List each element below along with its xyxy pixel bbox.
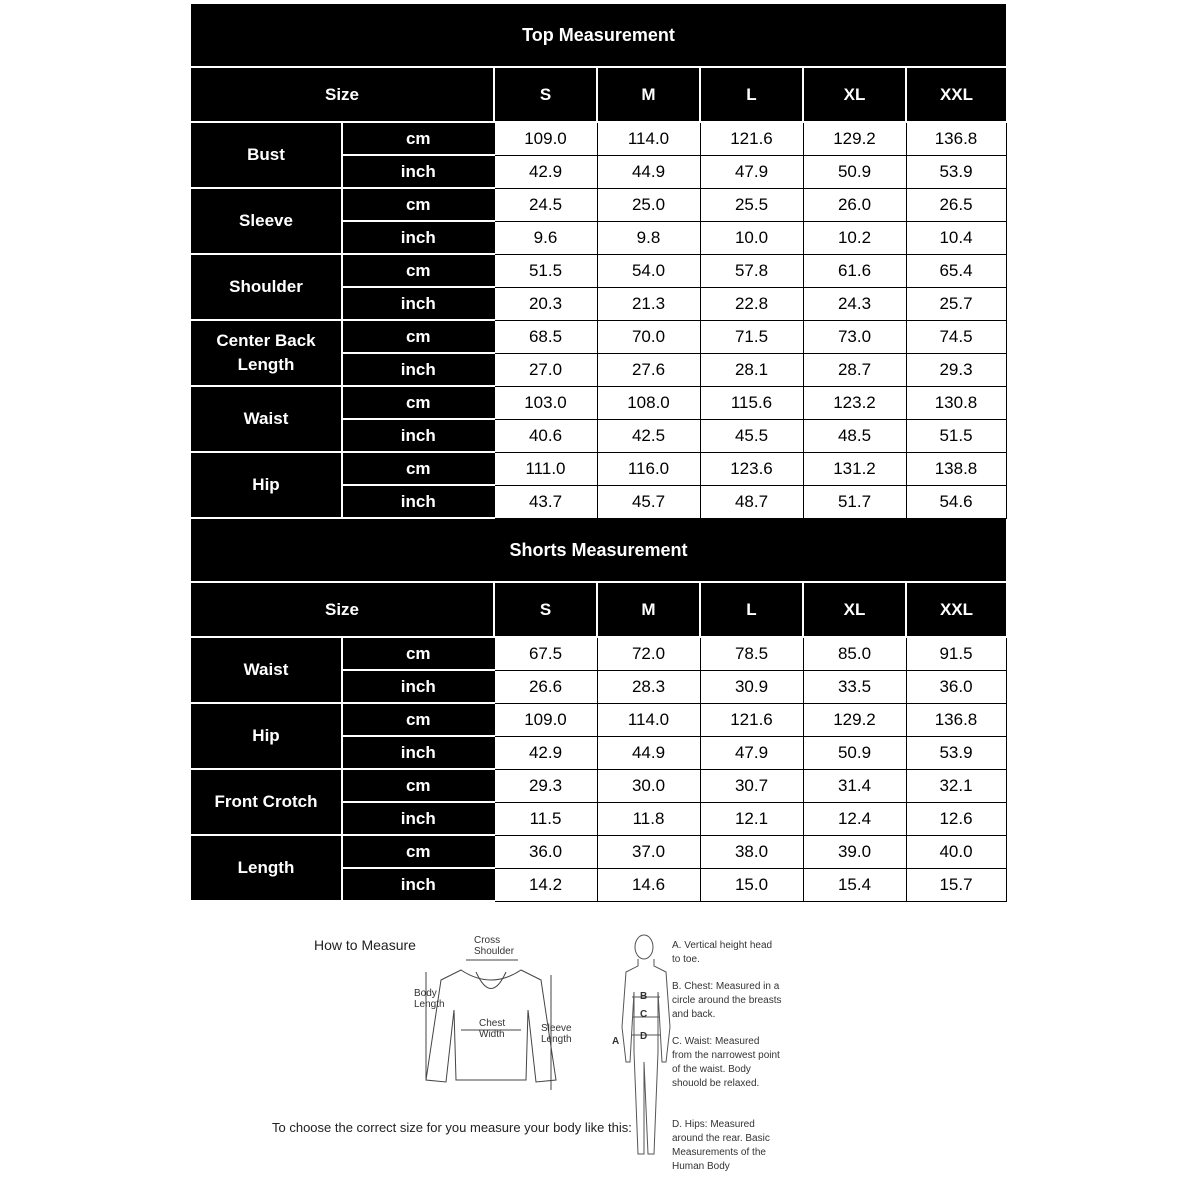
table-cell: 73.0: [803, 320, 906, 353]
measurement-label: Bust: [191, 122, 342, 188]
table-cell: 42.9: [494, 736, 597, 769]
table-cell: 78.5: [700, 637, 803, 670]
table-cell: 20.3: [494, 287, 597, 320]
table-cell: 51.5: [494, 254, 597, 287]
table-cell: 45.5: [700, 419, 803, 452]
table-cell: 103.0: [494, 386, 597, 419]
unit-label: cm: [342, 769, 494, 802]
size-column-header: XL: [803, 583, 906, 637]
size-header: Size: [191, 68, 494, 122]
table-cell: 67.5: [494, 637, 597, 670]
table-cell: 91.5: [906, 637, 1006, 670]
unit-label: inch: [342, 221, 494, 254]
table-cell: 44.9: [597, 736, 700, 769]
table-cell: 27.0: [494, 353, 597, 386]
table-cell: 136.8: [906, 122, 1006, 155]
table-cell: 48.5: [803, 419, 906, 452]
size-column-header: XL: [803, 68, 906, 122]
table-cell: 26.0: [803, 188, 906, 221]
body-length-label-2: Length: [414, 999, 445, 1010]
how-to-measure-section: [191, 910, 1006, 1200]
table-row: [191, 637, 1006, 670]
table-cell: 123.6: [700, 452, 803, 485]
measurement-label: Hip: [191, 452, 342, 518]
table-cell: 25.0: [597, 188, 700, 221]
table-cell: 36.0: [494, 835, 597, 868]
table-cell: 27.6: [597, 353, 700, 386]
table-cell: 29.3: [494, 769, 597, 802]
shorts-measurement-title: Shorts Measurement: [191, 519, 1006, 583]
unit-label: inch: [342, 353, 494, 386]
unit-label: inch: [342, 868, 494, 901]
size-column-header: M: [597, 583, 700, 637]
table-cell: 30.9: [700, 670, 803, 703]
table-cell: 30.7: [700, 769, 803, 802]
table-cell: 40.6: [494, 419, 597, 452]
note-b: B. Chest: Measured in a circle around the breasts and back.: [672, 981, 782, 1020]
measurement-label: Waist: [191, 637, 342, 703]
body-figure-diagram: [616, 932, 676, 1162]
table-cell: 51.7: [803, 485, 906, 518]
unit-label: cm: [342, 835, 494, 868]
table-cell: 85.0: [803, 637, 906, 670]
shorts-measurement-table: [191, 583, 1007, 902]
measurement-label: Hip: [191, 703, 342, 769]
table-cell: 25.5: [700, 188, 803, 221]
cross-shoulder-label-1: Cross: [474, 935, 501, 946]
table-row: [191, 703, 1006, 736]
top-measurement-table: [191, 68, 1007, 519]
table-cell: 26.6: [494, 670, 597, 703]
table-cell: 37.0: [597, 835, 700, 868]
table-cell: 50.9: [803, 736, 906, 769]
table-cell: 12.6: [906, 802, 1006, 835]
how-to-measure-title: How to Measure: [314, 937, 416, 953]
table-cell: 72.0: [597, 637, 700, 670]
figure-letter-c: C: [640, 1009, 648, 1020]
figure-letter-a: A: [612, 1036, 620, 1047]
unit-label: inch: [342, 670, 494, 703]
table-cell: 61.6: [803, 254, 906, 287]
table-cell: 114.0: [597, 122, 700, 155]
unit-label: inch: [342, 485, 494, 518]
table-cell: 10.4: [906, 221, 1006, 254]
table-cell: 109.0: [494, 703, 597, 736]
table-cell: 109.0: [494, 122, 597, 155]
table-cell: 15.7: [906, 868, 1006, 901]
table-cell: 68.5: [494, 320, 597, 353]
table-cell: 136.8: [906, 703, 1006, 736]
table-row: [191, 769, 1006, 802]
unit-label: cm: [342, 320, 494, 353]
table-cell: 53.9: [906, 736, 1006, 769]
table-row: [191, 452, 1006, 485]
chest-width-label-2: Width: [479, 1029, 505, 1040]
sleeve-length-label-2: Length: [541, 1034, 572, 1045]
table-row: [191, 386, 1006, 419]
table-cell: 22.8: [700, 287, 803, 320]
unit-label: cm: [342, 122, 494, 155]
table-cell: 28.1: [700, 353, 803, 386]
table-cell: 74.5: [906, 320, 1006, 353]
unit-label: inch: [342, 802, 494, 835]
table-cell: 121.6: [700, 122, 803, 155]
table-cell: 129.2: [803, 122, 906, 155]
unit-label: cm: [342, 254, 494, 287]
table-cell: 11.5: [494, 802, 597, 835]
unit-label: cm: [342, 452, 494, 485]
table-cell: 138.8: [906, 452, 1006, 485]
measurement-label: Shoulder: [191, 254, 342, 320]
table-cell: 57.8: [700, 254, 803, 287]
table-cell: 38.0: [700, 835, 803, 868]
table-cell: 21.3: [597, 287, 700, 320]
table-row: [191, 254, 1006, 287]
top-measurement-title: Top Measurement: [191, 4, 1006, 68]
table-cell: 53.9: [906, 155, 1006, 188]
table-row: [191, 320, 1006, 353]
measurement-label: Front Crotch: [191, 769, 342, 835]
table-cell: 71.5: [700, 320, 803, 353]
table-cell: 12.1: [700, 802, 803, 835]
table-cell: 10.0: [700, 221, 803, 254]
table-cell: 108.0: [597, 386, 700, 419]
table-cell: 9.8: [597, 221, 700, 254]
size-column-header: L: [700, 583, 803, 637]
table-cell: 51.5: [906, 419, 1006, 452]
note-a: A. Vertical height head to toe.: [672, 940, 773, 965]
table-row: [191, 188, 1006, 221]
table-row: [191, 122, 1006, 155]
table-cell: 131.2: [803, 452, 906, 485]
table-cell: 121.6: [700, 703, 803, 736]
table-cell: 30.0: [597, 769, 700, 802]
table-cell: 123.2: [803, 386, 906, 419]
table-cell: 24.5: [494, 188, 597, 221]
table-cell: 29.3: [906, 353, 1006, 386]
table-cell: 54.0: [597, 254, 700, 287]
table-cell: 12.4: [803, 802, 906, 835]
sleeve-length-label-1: Sleeve: [541, 1023, 572, 1034]
table-cell: 70.0: [597, 320, 700, 353]
size-column-header: XXL: [906, 68, 1006, 122]
table-cell: 111.0: [494, 452, 597, 485]
unit-label: inch: [342, 736, 494, 769]
table-cell: 14.6: [597, 868, 700, 901]
table-cell: 130.8: [906, 386, 1006, 419]
table-cell: 36.0: [906, 670, 1006, 703]
unit-label: inch: [342, 287, 494, 320]
table-cell: 43.7: [494, 485, 597, 518]
measure-instruction: To choose the correct size for you measure your body like this:: [272, 1120, 632, 1135]
figure-letter-d: D: [640, 1031, 648, 1042]
table-cell: 50.9: [803, 155, 906, 188]
table-cell: 28.3: [597, 670, 700, 703]
size-column-header: L: [700, 68, 803, 122]
size-header: Size: [191, 583, 494, 637]
size-column-header: XXL: [906, 583, 1006, 637]
table-cell: 33.5: [803, 670, 906, 703]
table-cell: 42.5: [597, 419, 700, 452]
note-c: C. Waist: Measured from the narrowest point of the waist. Body shouold be relaxed.: [672, 1036, 780, 1089]
table-cell: 24.3: [803, 287, 906, 320]
unit-label: cm: [342, 637, 494, 670]
table-cell: 15.0: [700, 868, 803, 901]
measurement-label: Length: [191, 835, 342, 901]
body-length-label-1: Body: [414, 988, 437, 999]
table-cell: 48.7: [700, 485, 803, 518]
table-cell: 15.4: [803, 868, 906, 901]
figure-letter-b: B: [640, 991, 648, 1002]
table-cell: 10.2: [803, 221, 906, 254]
size-column-header: S: [494, 68, 597, 122]
table-cell: 11.8: [597, 802, 700, 835]
table-cell: 28.7: [803, 353, 906, 386]
table-cell: 114.0: [597, 703, 700, 736]
table-cell: 39.0: [803, 835, 906, 868]
table-cell: 31.4: [803, 769, 906, 802]
size-column-header: M: [597, 68, 700, 122]
unit-label: inch: [342, 419, 494, 452]
unit-label: cm: [342, 188, 494, 221]
measurement-label: Sleeve: [191, 188, 342, 254]
size-chart: [191, 4, 1006, 902]
table-cell: 32.1: [906, 769, 1006, 802]
table-cell: 45.7: [597, 485, 700, 518]
table-cell: 42.9: [494, 155, 597, 188]
table-cell: 115.6: [700, 386, 803, 419]
note-d: D. Hips: Measured around the rear. Basic Measurements of the Human Body: [672, 1119, 770, 1172]
unit-label: cm: [342, 386, 494, 419]
table-cell: 47.9: [700, 736, 803, 769]
table-cell: 9.6: [494, 221, 597, 254]
measurement-label: Center Back Length: [191, 320, 342, 386]
table-cell: 25.7: [906, 287, 1006, 320]
unit-label: cm: [342, 703, 494, 736]
table-cell: 116.0: [597, 452, 700, 485]
cross-shoulder-label-2: Shoulder: [474, 946, 515, 957]
table-cell: 44.9: [597, 155, 700, 188]
table-row: [191, 835, 1006, 868]
table-cell: 40.0: [906, 835, 1006, 868]
table-cell: 14.2: [494, 868, 597, 901]
table-cell: 26.5: [906, 188, 1006, 221]
table-cell: 54.6: [906, 485, 1006, 518]
table-cell: 47.9: [700, 155, 803, 188]
unit-label: inch: [342, 155, 494, 188]
table-cell: 65.4: [906, 254, 1006, 287]
measurement-label: Waist: [191, 386, 342, 452]
table-cell: 129.2: [803, 703, 906, 736]
chest-width-label-1: Chest: [479, 1018, 506, 1029]
size-column-header: S: [494, 583, 597, 637]
